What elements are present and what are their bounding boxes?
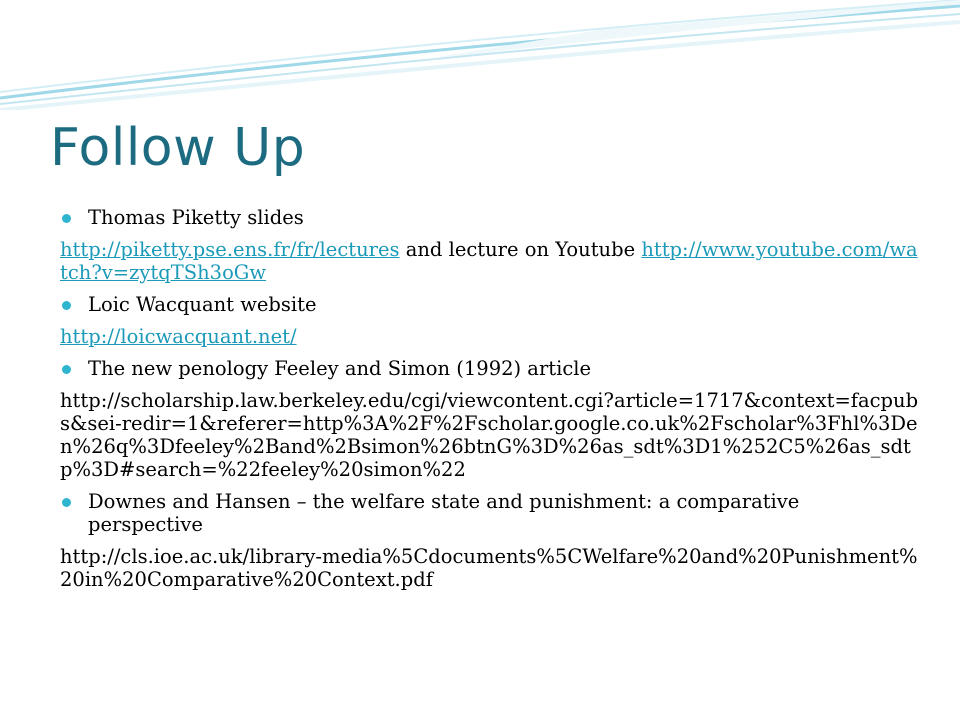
bullet-downes-hansen: Downes and Hansen – the welfare state and punishment: a comparative perspective — [60, 490, 920, 536]
piketty-links — [60, 238, 920, 284]
slide-title: Follow Up — [50, 118, 306, 178]
wacquant-link-para — [60, 325, 920, 348]
bullet-piketty: Thomas Piketty slides — [60, 206, 920, 229]
piketty-lectures-link[interactable]: http://piketty.pse.ens.fr/fr/lectures — [60, 238, 400, 261]
piketty-link-text: and lecture on Youtube — [399, 238, 642, 261]
bullet-feeley-simon: The new penology Feeley and Simon (1992) article — [60, 357, 920, 380]
slide-body — [60, 206, 920, 600]
feeley-simon-url: http://scholarship.law.berkeley.edu/cgi/viewcontent.cgi?article=1717&context=facpubs&sei-redir=1&referer=http%3A%2F%2Fscholar.google.co.uk%2Fscholar%3Fhl%3Den%26q%3Dfeeley%2Band%2Bsimon%26btnG%3D%26as_sdt%3D1%252C5%26as_sdtp%3D#search=%22feeley%20simon%22 — [60, 389, 919, 481]
bullet-wacquant: Loic Wacquant website — [60, 293, 920, 316]
wacquant-link[interactable]: http://loicwacquant.net/ — [60, 325, 297, 348]
youtube-link[interactable]: http://www.youtube.com/watch?v=zytqTSh3oGw — [60, 238, 918, 284]
decorative-waves — [0, 0, 960, 110]
downes-hansen-url: http://cls.ioe.ac.uk/library-media%5Cdocuments%5CWelfare%20and%20Punishment%20in%20Comparative%20Context.pdf — [60, 545, 918, 591]
